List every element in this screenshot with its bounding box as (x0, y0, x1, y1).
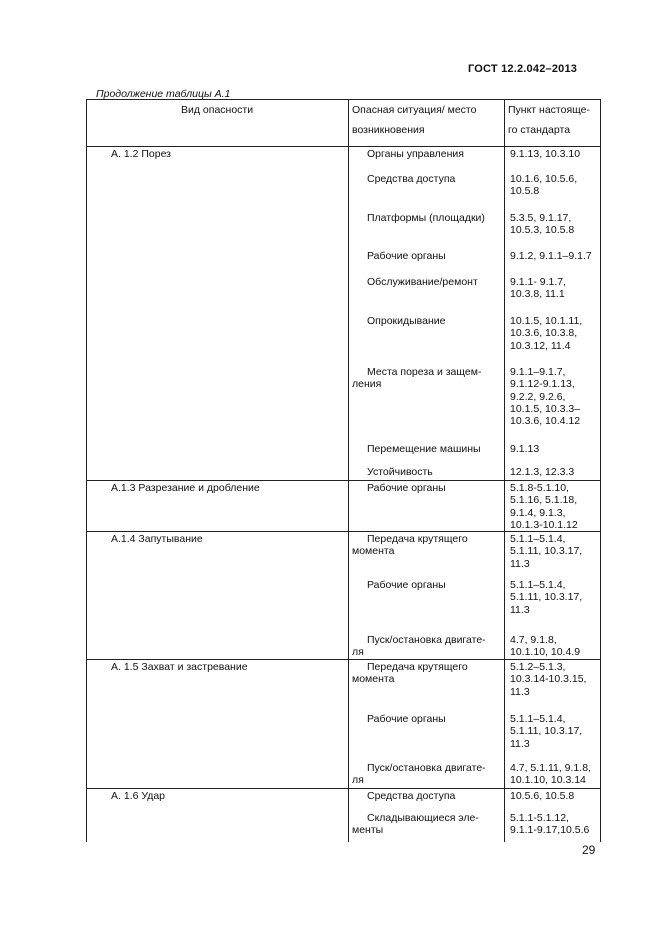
standard-reference: 5.1.11, 10.3.17, (510, 725, 583, 738)
column-divider (504, 100, 505, 842)
standard-reference: 10.1.5, 10.1.11, (510, 315, 583, 327)
standard-reference: 10.1.3-10.1.12 (510, 518, 578, 531)
standard-reference: 10.3.12, 11.4 (510, 339, 571, 352)
standard-reference: 5.1.11, 10.3.17, (510, 545, 583, 558)
hazard-type: А. 1.6 Удар (111, 790, 166, 802)
standard-reference: 10.3.6, 10.3.8, (510, 327, 578, 340)
hazard-type: А.1.3 Разрезание и дробление (111, 482, 260, 494)
standard-reference: 10.5.3, 10.5.8 (510, 224, 575, 237)
hazard-situation: ля (352, 646, 364, 659)
hazard-table (86, 99, 601, 842)
standard-reference: 5.1.11, 10.3.17, (510, 591, 583, 604)
standard-reference: 10.3.6, 10.4.12 (510, 415, 581, 428)
hazard-type: А. 1.5 Захват и застревание (111, 661, 248, 673)
standard-reference: 10.1.10, 10.3.14 (510, 774, 586, 787)
hazard-situation: момента (352, 673, 395, 686)
hazard-situation: Платформы (площадки) (367, 212, 485, 224)
standard-reference: 11.3 (510, 603, 530, 616)
hazard-type: А. 1.2 Порез (111, 148, 172, 160)
column-header-situation: Опасная ситуация/ место (352, 104, 477, 116)
standard-reference: 10.3.8, 11.1 (510, 288, 565, 301)
standard-reference: 9.1.13 (510, 443, 540, 455)
hazard-situation: Органы управления (367, 148, 464, 160)
column-header-reference: го стандарта (508, 124, 571, 136)
hazard-situation: ления (352, 378, 382, 391)
column-divider (348, 100, 349, 842)
hazard-situation: Устойчивость (367, 466, 433, 478)
row-divider (87, 659, 600, 660)
standard-reference: 9.1.12-9.1.13, (510, 378, 575, 391)
standard-reference: 9.1.2, 9.1.1–9.1.7 (510, 250, 592, 262)
column-header-situation: возникновения (352, 124, 425, 136)
standard-reference: 4.7, 9.1.8, (510, 634, 557, 646)
hazard-situation: Складывающиеся эле- (367, 812, 479, 824)
table-caption: Продолжение таблицы А.1 (96, 88, 231, 100)
hazard-situation: момента (352, 545, 395, 558)
hazard-situation: менты (352, 824, 384, 837)
hazard-situation: Перемещение машины (367, 443, 481, 455)
hazard-situation: Рабочие органы (367, 713, 446, 725)
standard-reference: 4.7, 5.1.11, 9.1.8, (510, 762, 591, 774)
standard-reference: 10.5.8 (510, 185, 540, 198)
standard-reference: 9.1.1-9.17,10.5.6 (510, 824, 590, 837)
hazard-situation: Рабочие органы (367, 250, 446, 262)
standard-reference: 9.2.2, 9.2.6, (510, 390, 566, 403)
hazard-situation: Места пореза и защем- (367, 366, 482, 378)
hazard-situation: Опрокидывание (367, 315, 446, 327)
standard-reference: 11.3 (510, 737, 530, 750)
column-header-reference: Пункт настояще- (508, 104, 590, 116)
hazard-situation: Рабочие органы (367, 579, 446, 591)
page-number: 29 (582, 843, 596, 857)
row-divider (87, 788, 600, 789)
hazard-situation: Рабочие органы (367, 482, 446, 494)
standard-reference: 10.1.10, 10.4.9 (510, 646, 581, 659)
standard-reference: 9.1.4, 9.1.3, (510, 506, 566, 519)
standard-reference: 5.1.2–5.1.3, (510, 661, 566, 673)
standard-reference: 11.3 (510, 685, 530, 698)
hazard-situation: ля (352, 774, 364, 787)
row-divider (87, 480, 600, 481)
document-code: ГОСТ 12.2.042–2013 (468, 63, 578, 75)
hazard-situation: Передача крутящего (367, 533, 468, 545)
standard-reference: 5.3.5, 9.1.17, (510, 212, 572, 224)
standard-reference: 9.1.1–9.1.7, (510, 366, 566, 378)
standard-reference: 5.1.1–5.1.4, (510, 713, 566, 725)
column-header-hazard: Вид опасности (181, 104, 254, 116)
hazard-situation: Пуск/остановка двигате- (367, 762, 486, 774)
standard-reference: 5.1.1–5.1.4, (510, 533, 566, 545)
standard-reference: 10.3.14-10.3.15, (510, 673, 587, 686)
hazard-situation: Обслуживание/ремонт (367, 276, 478, 288)
standard-reference: 9.1.13, 10.3.10 (510, 148, 581, 160)
standard-reference: 11.3 (510, 557, 530, 570)
header-divider (87, 146, 600, 147)
hazard-situation: Пуск/остановка двигате- (367, 634, 486, 646)
hazard-situation: Средства доступа (367, 790, 456, 802)
hazard-situation: Передача крутящего (367, 661, 468, 673)
standard-reference: 12.1.3, 12.3.3 (510, 466, 575, 478)
standard-reference: 10.1.5, 10.3.3– (510, 402, 581, 415)
standard-reference: 5.1.1-5.1.12, (510, 812, 569, 824)
hazard-type: А.1.4 Запутывание (111, 533, 203, 545)
hazard-situation: Средства доступа (367, 173, 456, 185)
standard-reference: 5.1.16, 5.1.18, (510, 494, 578, 507)
standard-reference: 9.1.1- 9.1.7, (510, 276, 567, 288)
standard-reference: 5.1.8-5.1.10, (510, 482, 569, 494)
standard-reference: 5.1.1–5.1.4, (510, 579, 566, 591)
standard-reference: 10.5.6, 10.5.8 (510, 790, 575, 802)
standard-reference: 10.1.6, 10.5.6, (510, 173, 578, 185)
